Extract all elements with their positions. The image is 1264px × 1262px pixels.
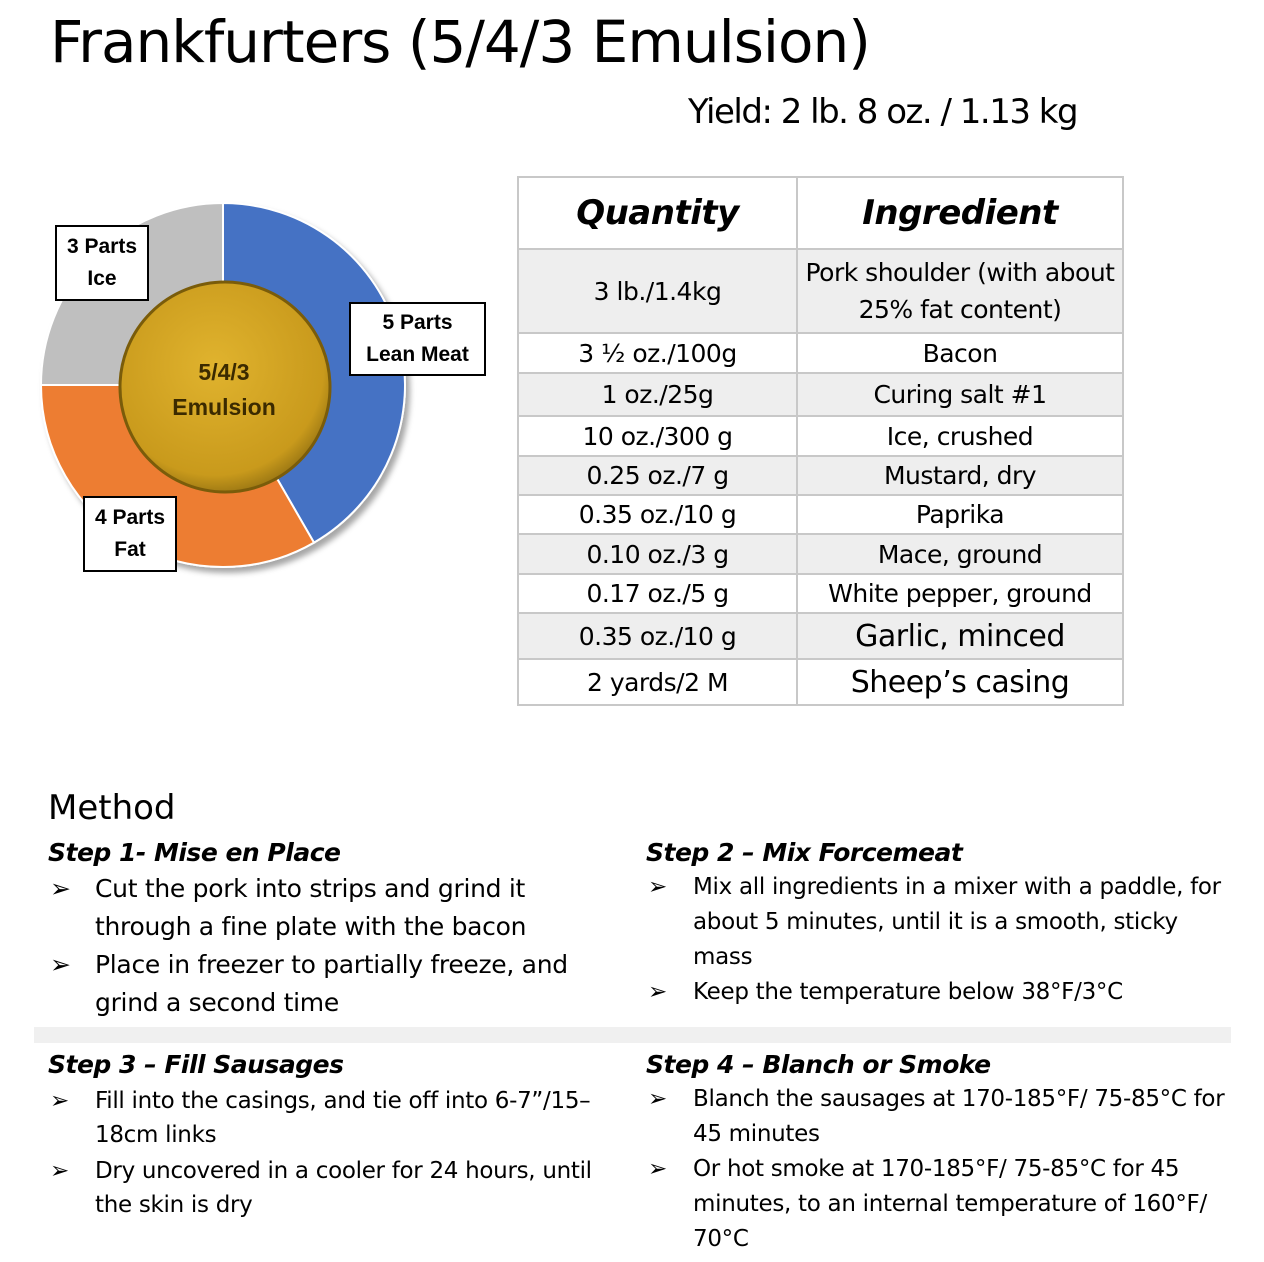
list-item-text: Or hot smoke at 170-185°F/ 75-85°C for 45 minutes, to an internal temperature of 160°F/ 70°C (693, 1156, 1207, 1252)
table-row (518, 659, 1123, 705)
chart-label-lean-meat-line1: 5 Parts (382, 311, 453, 334)
quantity-cell: 0.35 oz./10 g (518, 495, 797, 534)
method-heading: Method (48, 788, 176, 828)
quantity-cell: 0.17 oz./5 g (518, 574, 797, 613)
table-row (518, 613, 1123, 659)
quantity-cell: 0.35 oz./10 g (518, 613, 797, 659)
chart-label-fat (83, 496, 177, 572)
header-ingredient: Ingredient (797, 177, 1123, 249)
ingredients-table (517, 176, 1124, 706)
arrow-bullet-icon: ➢ (50, 950, 71, 979)
step-heading: Step 4 – Blanch or Smoke (646, 1050, 991, 1079)
step-2 (646, 836, 1226, 1010)
quantity-cell: 1 oz./25g (518, 373, 797, 416)
chart-center-label (124, 355, 324, 425)
ingredient-cell: Bacon (797, 333, 1123, 373)
list-item (646, 1082, 1226, 1152)
arrow-bullet-icon: ➢ (50, 1158, 69, 1184)
arrow-bullet-icon: ➢ (648, 979, 667, 1005)
step-1 (48, 836, 628, 1022)
table-row (518, 495, 1123, 534)
table-header-row (518, 177, 1123, 249)
ingredient-cell: Pork shoulder (with about 25% fat content) (797, 249, 1123, 333)
page-title: Frankfurters (5/4/3 Emulsion) (50, 8, 870, 76)
arrow-bullet-icon: ➢ (648, 1086, 667, 1112)
chart-center-label-line2: Emulsion (172, 394, 276, 420)
ingredient-cell: Ice, crushed (797, 416, 1123, 456)
arrow-bullet-icon: ➢ (50, 874, 71, 903)
ingredient-cell: Curing salt #1 (797, 373, 1123, 416)
chart-label-ice (55, 225, 149, 301)
table-row (518, 456, 1123, 495)
table-row (518, 249, 1123, 333)
list-item (646, 870, 1226, 975)
list-item (646, 975, 1226, 1010)
ingredient-cell: Garlic, minced (797, 613, 1123, 659)
table-row (518, 333, 1123, 373)
quantity-cell: 3 lb./1.4kg (518, 249, 797, 333)
table-row (518, 373, 1123, 416)
step-heading: Step 2 – Mix Forcemeat (646, 838, 963, 867)
arrow-bullet-icon: ➢ (50, 1088, 69, 1114)
step-4 (646, 1048, 1226, 1257)
chart-label-lean-meat (349, 302, 486, 376)
chart-label-lean-meat-line2: Lean Meat (366, 343, 469, 366)
quantity-cell: 0.25 oz./7 g (518, 456, 797, 495)
ingredient-cell: Paprika (797, 495, 1123, 534)
quantity-cell: 3 ½ oz./100g (518, 333, 797, 373)
quantity-cell: 2 yards/2 M (518, 659, 797, 705)
list-item-text: Blanch the sausages at 170-185°F/ 75-85°C for 45 minutes (693, 1086, 1225, 1147)
ingredient-cell: Mace, ground (797, 534, 1123, 574)
ingredient-cell: Mustard, dry (797, 456, 1123, 495)
table-row (518, 416, 1123, 456)
chart-label-ice-line1: 3 Parts (66, 235, 138, 258)
yield-text: Yield: 2 lb. 8 oz. / 1.13 kg (688, 92, 1078, 132)
list-item (48, 946, 628, 1022)
chart-label-fat-line1: 4 Parts (94, 506, 166, 529)
chart-label-ice-line2: Ice (87, 267, 117, 290)
list-item (48, 870, 628, 946)
list-item (646, 1152, 1226, 1257)
list-item (48, 1154, 628, 1222)
chart-label-fat-line2: Fat (114, 538, 146, 561)
section-divider (34, 1027, 1231, 1043)
list-item (48, 1084, 628, 1152)
ingredient-cell: White pepper, ground (797, 574, 1123, 613)
step-heading: Step 1- Mise en Place (48, 838, 341, 867)
step-heading: Step 3 – Fill Sausages (48, 1050, 344, 1079)
table-row (518, 574, 1123, 613)
list-item-text: Cut the pork into strips and grind it through a fine plate with the bacon (95, 874, 527, 941)
chart-center-label-line1: 5/4/3 (198, 359, 250, 385)
list-item-text: Fill into the casings, and tie off into 6-7”/15–18cm links (95, 1088, 591, 1148)
list-item-text: Keep the temperature below 38°F/3°C (693, 979, 1123, 1005)
ingredient-cell: Sheep’s casing (797, 659, 1123, 705)
quantity-cell: 10 oz./300 g (518, 416, 797, 456)
arrow-bullet-icon: ➢ (648, 874, 667, 900)
list-item-text: Mix all ingredients in a mixer with a paddle, for about 5 minutes, until it is a smooth, sticky mass (693, 874, 1221, 970)
list-item-text: Dry uncovered in a cooler for 24 hours, until the skin is dry (95, 1158, 592, 1218)
step-3 (48, 1048, 628, 1222)
quantity-cell: 0.10 oz./3 g (518, 534, 797, 574)
header-quantity: Quantity (518, 177, 797, 249)
list-item-text: Place in freezer to partially freeze, and grind a second time (95, 950, 568, 1017)
table-row (518, 534, 1123, 574)
arrow-bullet-icon: ➢ (648, 1156, 667, 1182)
